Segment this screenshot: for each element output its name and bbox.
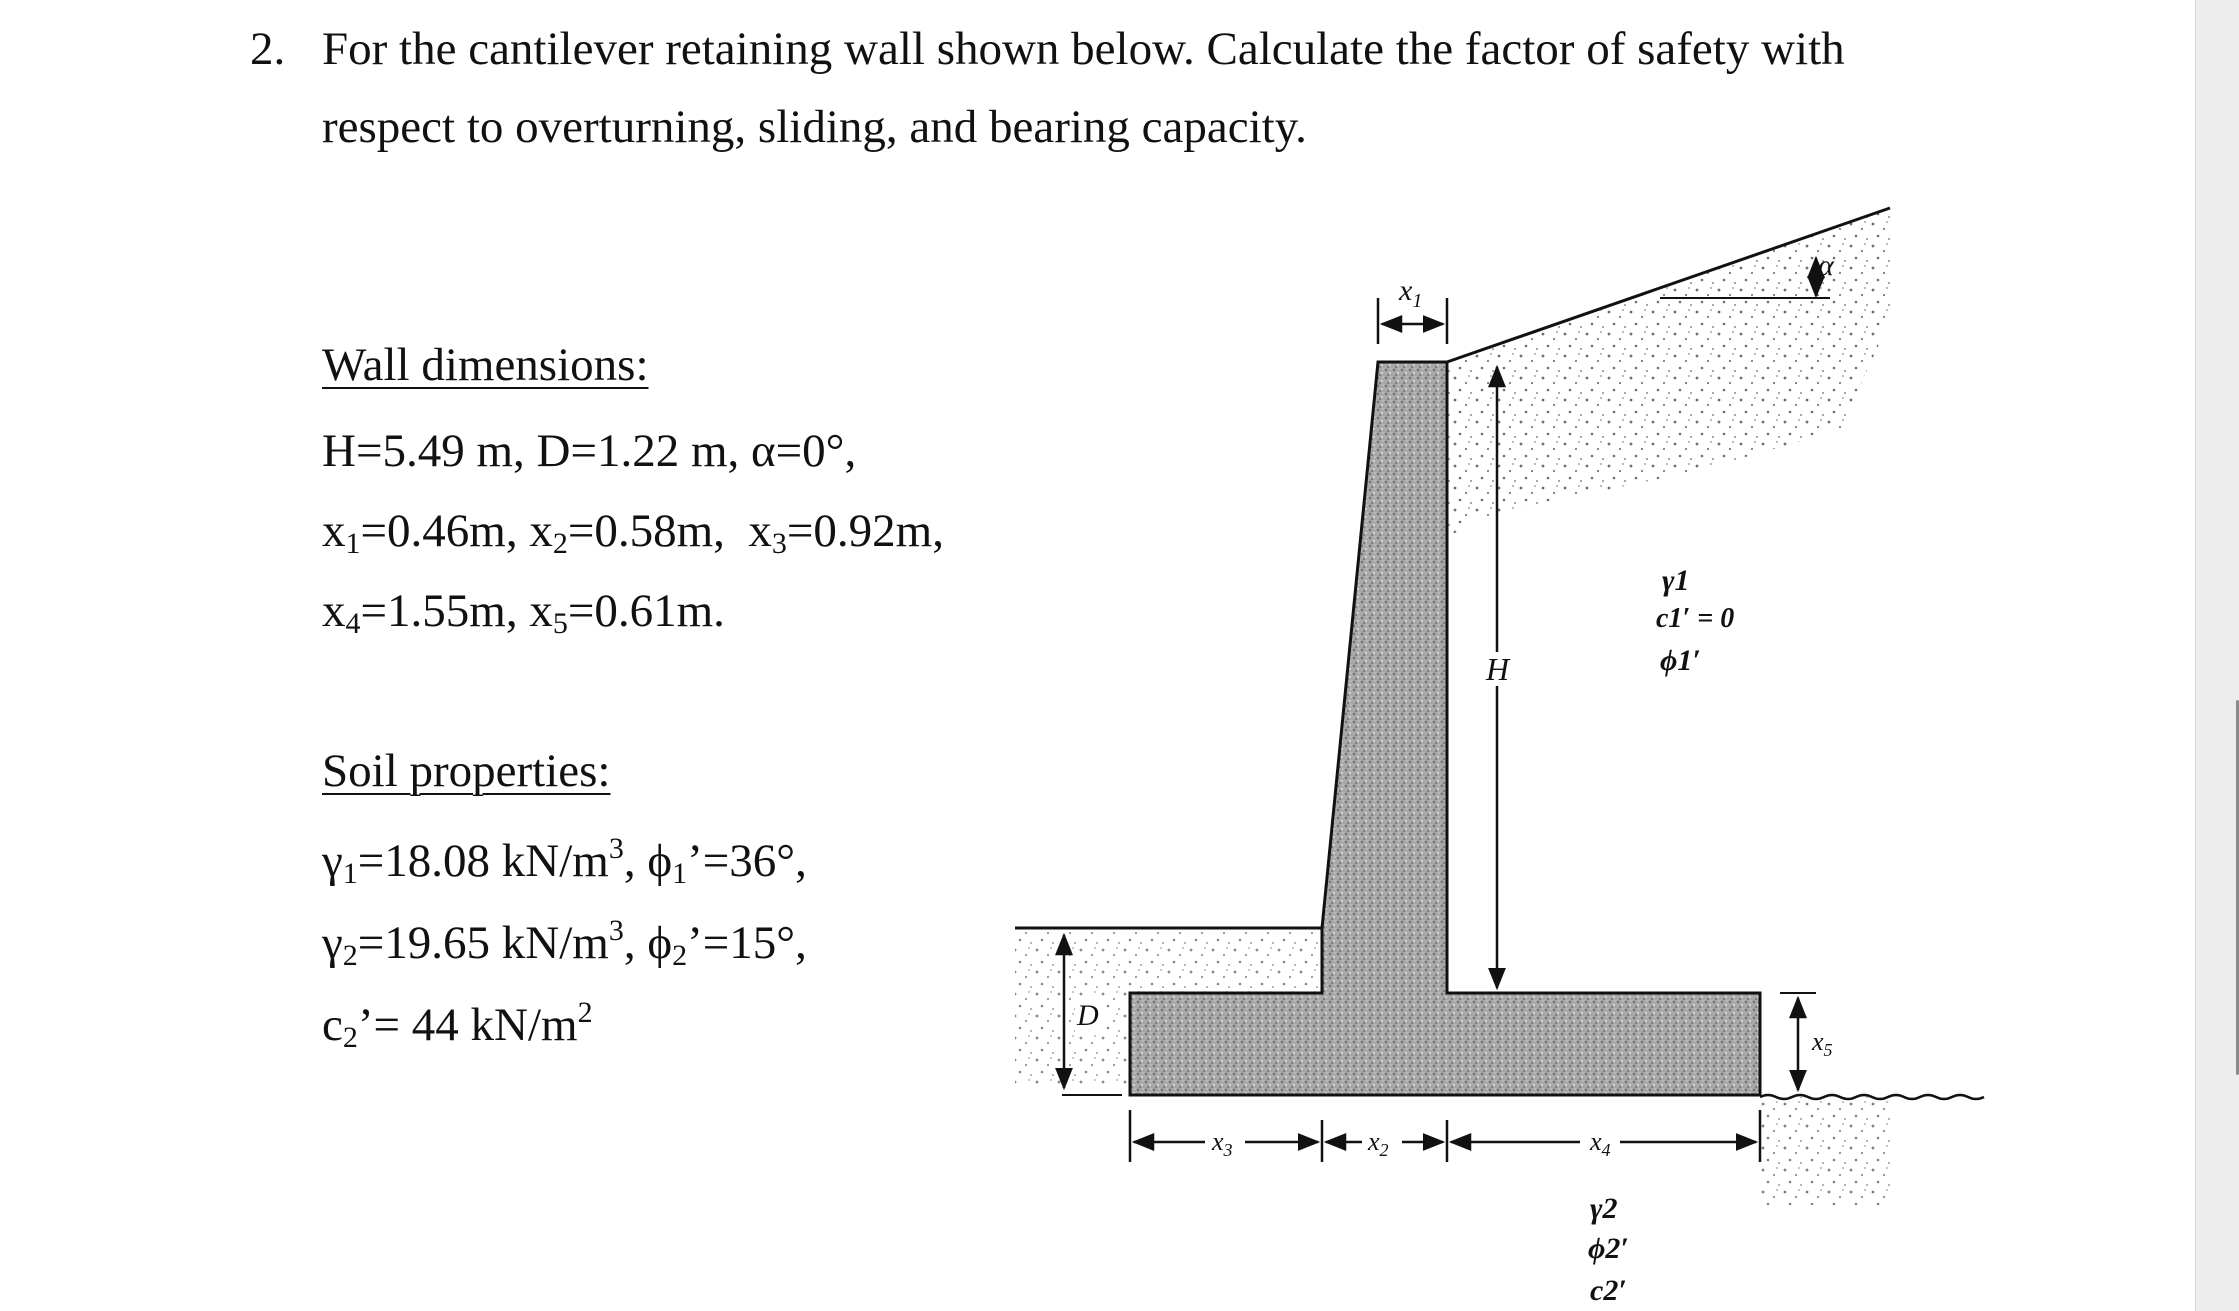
label-base-phi: ϕ2′: [1588, 1232, 1629, 1265]
label-backfill-c: c1′ = 0: [1656, 603, 1735, 634]
prop-phi2: $\phi_2’=15^\circ$,: [647, 917, 807, 972]
label-base-c: c2′: [1590, 1274, 1627, 1307]
dim-x2: $x_2=0.58m$,: [529, 505, 725, 560]
dim-x3: $x_3=0.92m$,: [748, 505, 944, 560]
label-base-gamma: γ2: [1590, 1192, 1618, 1225]
problem-number: 2.: [250, 23, 286, 75]
label-backfill-gamma: γ1: [1662, 564, 1690, 597]
scrollbar-track[interactable]: [2195, 0, 2239, 1311]
dim-H: H=5.49 m,: [322, 425, 525, 477]
wall-dimensions-heading: Wall dimensions:: [322, 339, 649, 391]
heel-ground: [1760, 1095, 1984, 1205]
prop-c2: $c_2’= 44$ $kN/m^2$: [322, 996, 593, 1054]
prop-gamma2: $\gamma_2=19.65$ $kN/m^3$,: [322, 914, 636, 972]
problem-statement-line-2: respect to overturning, sliding, and bearing capacity.: [322, 101, 1307, 153]
dim-D: D=1.22 m,: [536, 425, 740, 477]
dim-x4: $x_4=1.55m$,: [322, 585, 518, 640]
label-x5: $x_5$: [1812, 1027, 1833, 1060]
dim-x5: $x_5=0.61m$.: [529, 585, 725, 640]
label-H: H: [1486, 651, 1510, 687]
label-x1: $x_1$: [1399, 274, 1423, 312]
prop-phi1: $\phi_1’=36^\circ$,: [647, 835, 807, 890]
dim-alpha: α=0°,: [751, 425, 857, 477]
label-x3: $x_3$: [1212, 1127, 1233, 1160]
label-alpha: α: [1818, 249, 1834, 282]
label-D: D: [1077, 999, 1099, 1032]
prop-gamma1: $\gamma_1=18.08$ $kN/m^3$,: [322, 832, 636, 890]
soil-properties-heading: Soil properties:: [322, 745, 611, 797]
problem-statement-line-1: For the cantilever retaining wall shown below. Calculate the factor of safety with: [322, 23, 1845, 75]
dim-x1: $x_1=0.46m$,: [322, 505, 518, 560]
dim-x5-marker: [1780, 993, 1816, 1090]
label-x2: $x_2$: [1368, 1127, 1389, 1160]
label-x4: $x_4$: [1590, 1127, 1611, 1160]
label-backfill-phi: ϕ1′: [1660, 644, 1701, 677]
